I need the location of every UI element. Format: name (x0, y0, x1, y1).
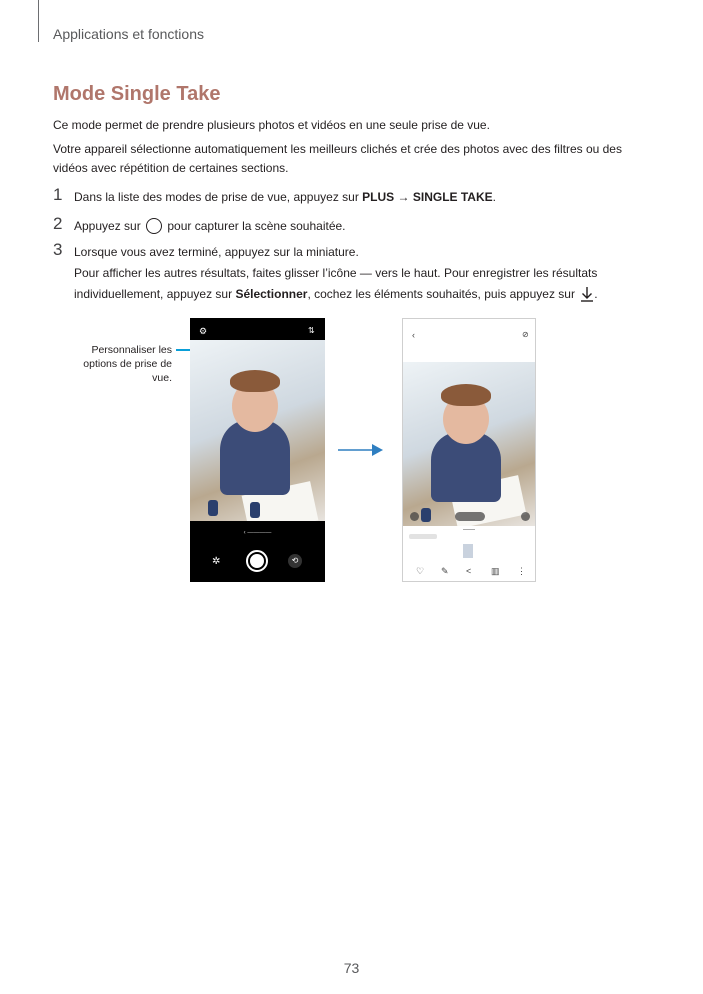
intro-paragraph-2 (53, 140, 653, 178)
thumbnail[interactable] (463, 544, 473, 558)
sliders-icon: ⇅ (308, 326, 315, 335)
step-number: 2 (53, 214, 63, 233)
view-icon[interactable]: ⊘ (522, 330, 529, 339)
more-icon[interactable]: ⋮ (517, 566, 526, 576)
gallery-photo (403, 362, 535, 526)
callout-label: Personnaliser les options de prise de vue. (83, 344, 172, 384)
intro-paragraph-1: Ce mode permet de prendre plusieurs photos et vidéos en une seule prise de vue. (53, 118, 490, 132)
chevron-left-icon[interactable]: ‹ (412, 330, 415, 340)
camera-preview (190, 340, 325, 521)
share-icon[interactable]: < (466, 566, 472, 576)
arrow-right-icon (338, 443, 384, 457)
menu-single-take: SINGLE TAKE (412, 190, 493, 204)
page-margin-rule (38, 0, 39, 42)
shutter-button[interactable] (246, 550, 268, 572)
shutter-icon (146, 218, 162, 234)
step-number: 1 (53, 185, 63, 204)
gallery-screenshot (402, 318, 536, 582)
menu-plus: PLUS (362, 190, 395, 204)
gear-icon: ⚙ (199, 326, 208, 336)
sparkle-icon: ✲ (212, 556, 221, 567)
camera-switch-icon[interactable]: ⟲ (288, 554, 302, 568)
pencil-icon[interactable]: ✎ (441, 566, 449, 576)
step-text-line-1: Lorsque vous avez terminé, appuyez sur la miniature. (74, 245, 359, 259)
download-icon (580, 286, 594, 302)
step-text: Appuyez sur pour capturer la scène souhaitée. (74, 219, 346, 233)
intro-line-1: Votre appareil sélectionne automatiquement les meilleurs clichés et crée des photos avec des filtres ou des (53, 142, 622, 156)
select-label: Sélectionner (235, 287, 308, 301)
step-text: Dans la liste des modes de prise de vue, appuyez sur PLUS → SINGLE TAKE. (74, 190, 496, 204)
page-number: 73 (343, 960, 360, 976)
heart-icon[interactable]: ♡ (416, 566, 425, 576)
mode-indicator: ‹ ———— (243, 530, 272, 536)
step-number: 3 (53, 240, 63, 259)
step-text-line-2: Pour afficher les autres résultats, faites glisser l’icône — vers le haut. Pour enregistrer les résultats (74, 266, 598, 280)
step-text-line-3: individuellement, appuyez sur Sélectionner, cochez les éléments souhaités, puis appuyez sur . (74, 287, 598, 301)
section-header: Applications et fonctions (53, 26, 204, 42)
trash-icon[interactable]: ▥ (491, 566, 500, 576)
camera-screenshot (190, 318, 325, 582)
intro-line-2: vidéos avec répétition de certaines sections. (53, 161, 289, 175)
page-title: Mode Single Take (53, 83, 221, 105)
